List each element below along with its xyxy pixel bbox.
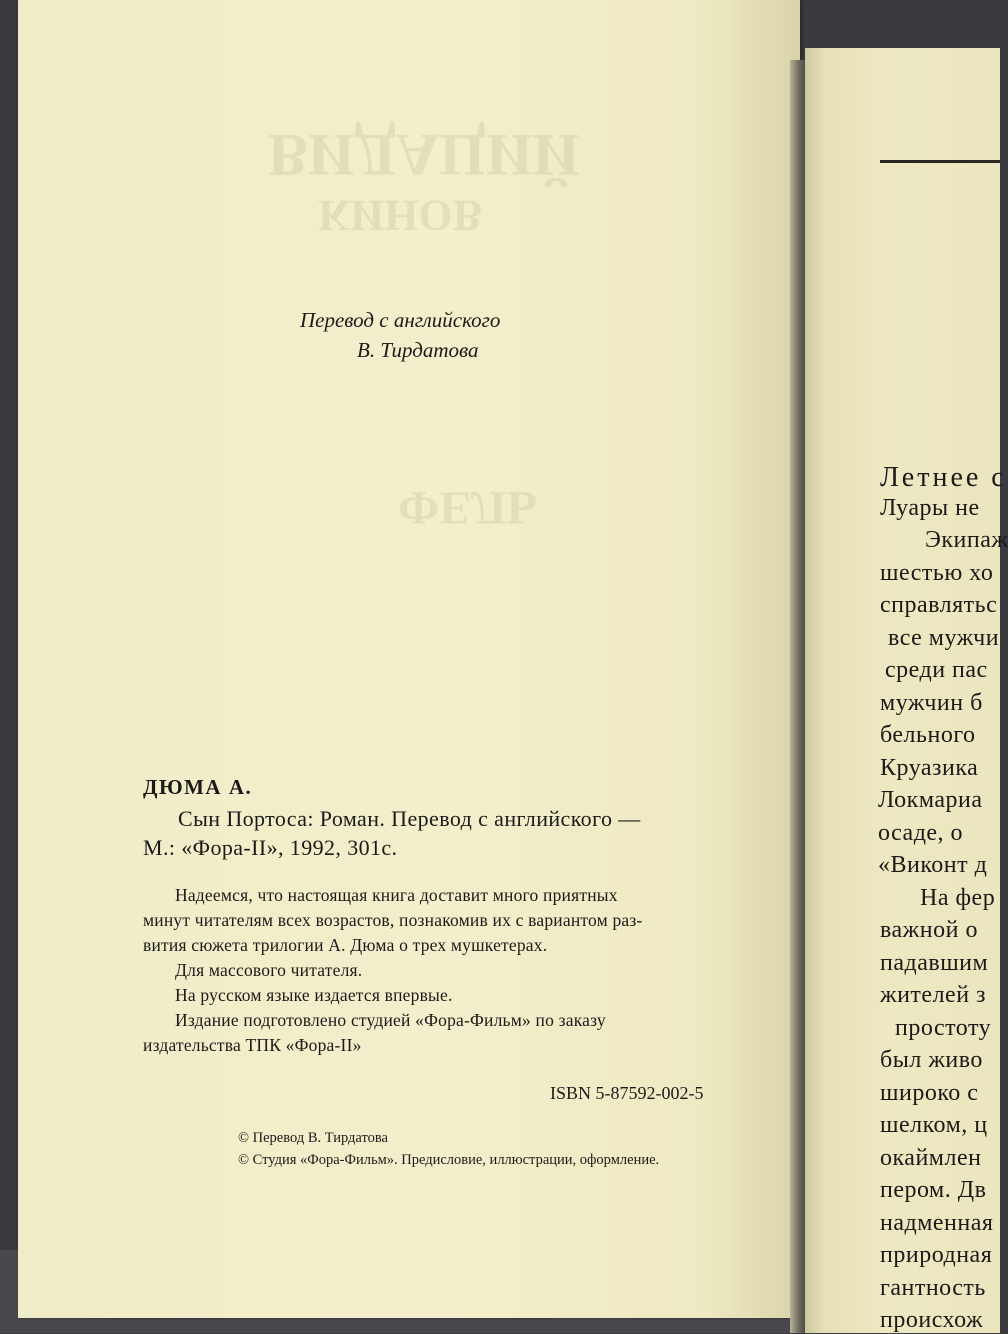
facing-page-line: происхож [880,1307,984,1333]
facing-page-line: осаде, о [878,820,964,846]
facing-page-line: надменная [880,1210,994,1236]
facing-page-line: гантность [880,1275,986,1301]
catalog-citation-line1: Сын Портоса: Роман. Перевод с английского — [178,806,641,831]
chapter-rule [880,160,1000,163]
facing-page-line: На фер [920,885,996,911]
translation-credit-line2: В. Тирдатова [357,338,479,362]
facing-page-line: Луары не [880,495,980,521]
first-edition-note: На русском языке издается впервые. [175,985,453,1005]
facing-page-line: падавшим [880,950,989,976]
facing-page-line: шелком, ц [880,1112,988,1138]
annotation-line: Надеемся, что настоящая книга доставит много приятных [175,885,618,905]
audience-note: Для массового читателя. [175,960,363,980]
facing-page-line: Экипаж [925,527,1008,553]
translation-credit-line1: Перевод с английского [300,308,501,332]
facing-page-line: среди пас [885,657,988,683]
annotation-line: вития сюжета трилогии А. Дюма о трех мушкетерах. [143,935,548,955]
copyright-line: © Перевод В. Тирдатова [238,1130,388,1146]
prepared-by-line: издательства ТПК «Фора-II» [143,1035,362,1055]
facing-page-line: шестью хо [880,560,994,586]
show-through-text: КИНОВ [318,191,482,240]
facing-page-line: был живо [880,1047,983,1073]
facing-page-line: жителей з [880,982,987,1008]
facing-page-line: Круазика [880,755,979,781]
catalog-citation-line2: М.: «Фора-II», 1992, 301с. [143,835,398,860]
show-through-text: ВИДАЦИЙ [268,122,580,188]
facing-page-line: мужчин б [880,690,983,716]
facing-page-line: справлятьс [880,592,998,618]
copyright-line: © Студия «Фора-Фильм». Предисловие, иллюстрации, оформление. [238,1152,660,1168]
facing-page-line: Локмариа [878,787,983,813]
facing-page-line: пером. Дв [880,1177,987,1203]
prepared-by-line: Издание подготовлено студией «Фора-Фильм» по заказу [175,1010,606,1030]
facing-page-line: важной о [880,917,978,943]
facing-page-line: «Виконт д [878,852,988,878]
facing-page-line: широко с [880,1080,979,1106]
isbn: ISBN 5-87592-002-5 [550,1083,704,1103]
facing-page-line: природная [880,1242,993,1268]
facing-page-line: Летнее с [880,462,1007,493]
facing-page-line: бельного [880,722,976,748]
facing-page-line: простоту [895,1015,992,1041]
catalog-author: ДЮМА А. [143,775,253,799]
left-page [18,0,800,1318]
annotation-line: минут читателям всех возрастов, познакомив их с вариантом раз- [143,910,643,930]
facing-page-line: окаймлен [880,1145,982,1171]
facing-page-line: все мужчи [888,625,1000,651]
show-through-text: ФЕЛЬ [398,481,539,534]
